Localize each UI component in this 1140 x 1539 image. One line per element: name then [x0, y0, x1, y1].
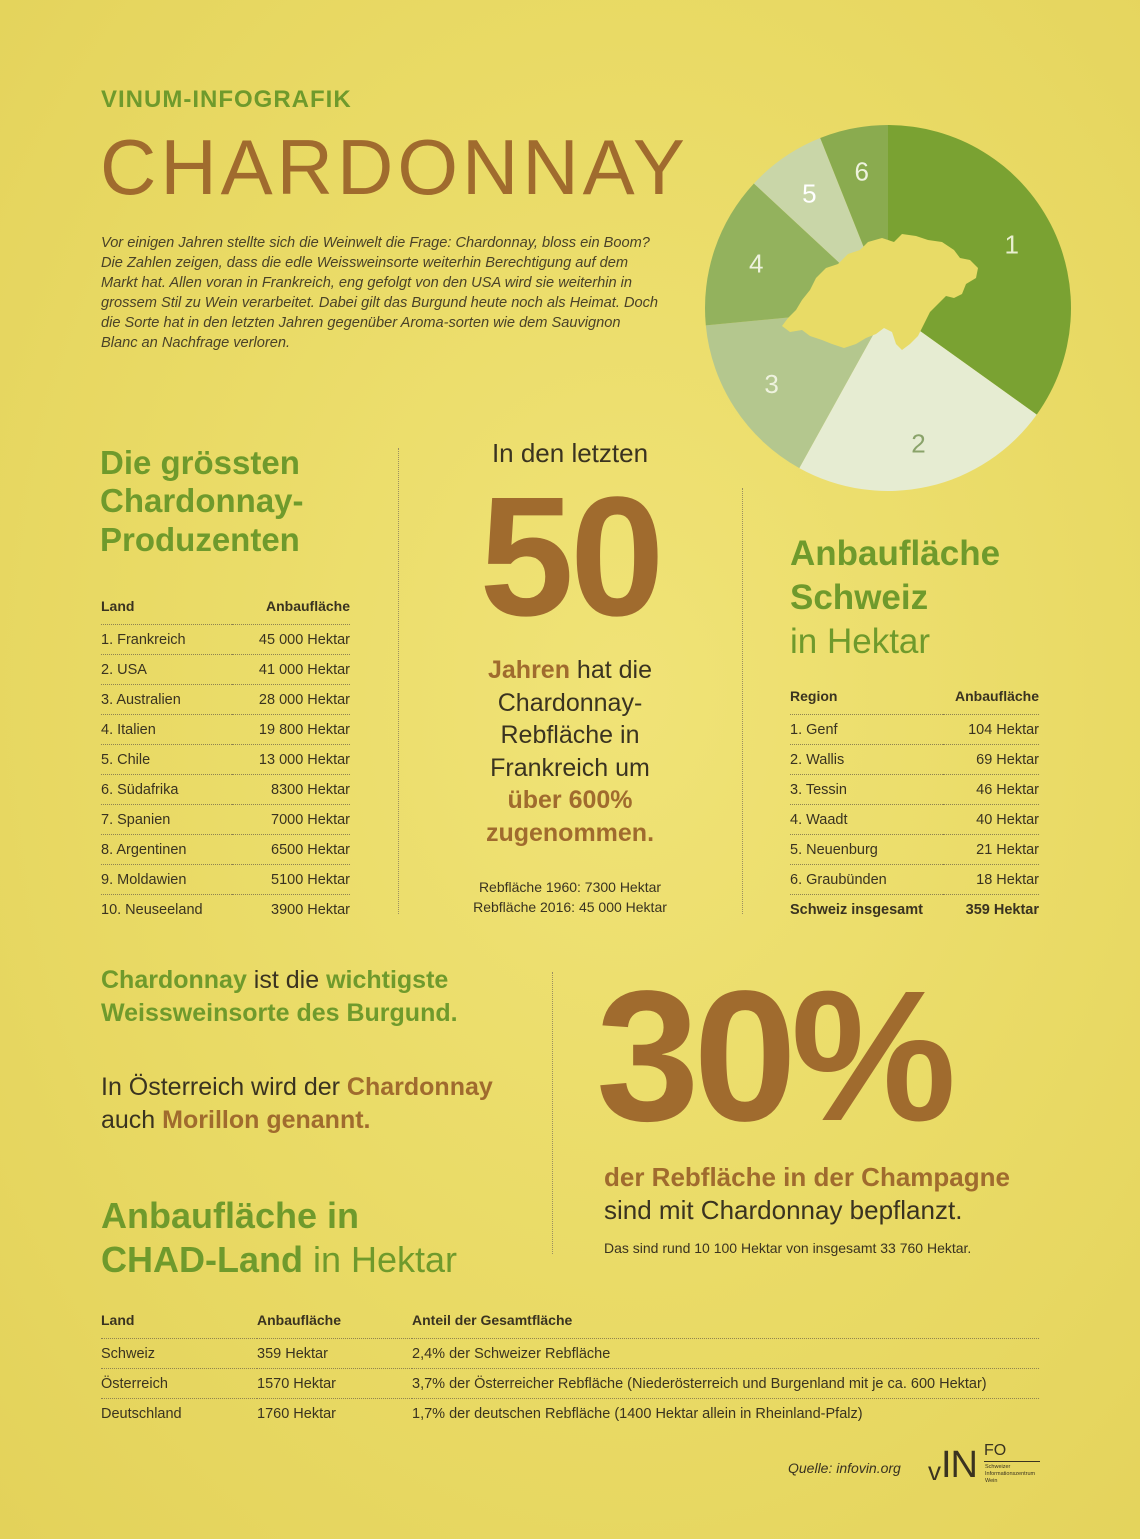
chad-heading-light: in Hektar	[302, 1239, 458, 1280]
table-row	[790, 865, 1039, 895]
producer-land: 1. Frankreich	[101, 625, 232, 655]
chad-area: 359 Hektar	[257, 1339, 412, 1369]
logo-sub-line: Informationszentrum	[985, 1471, 1036, 1477]
logo-sub-line: Schweizer	[985, 1464, 1011, 1470]
column-header-share: Anteil der Gesamtfläche	[412, 1312, 573, 1328]
producers-heading-line: Die grössten	[100, 444, 300, 481]
producer-area: 5100 Hektar	[232, 865, 350, 895]
column-header-area: Anbaufläche	[265, 598, 350, 614]
intro-text: Vor einigen Jahren stellte sich die Weinwelt die Frage: Chardonnay, bloss ein Boom? Die Zahlen zeigen, dass die edle Weissweinsorte weiterhin Berechtigung auf dem Markt hat. Allen voran in Frankreich, eng gefolgt von den USA wird sie weiterhin in grossem Stil zu Wein verarbeitet. Dabei gilt das Burgund heute noch als Heimat. Doch die Sorte hat in den letzten Jahren gegenüber Aroma-sorten wie dem Sauvignon Blanc an Nachfrage verloren.	[101, 235, 659, 351]
table-row	[790, 805, 1039, 835]
producer-area: 41 000 Hektar	[232, 655, 350, 685]
fact-highlight: Chardonnay	[346, 1073, 493, 1101]
producer-area: 13 000 Hektar	[232, 745, 350, 775]
kicker: VINUM-INFOGRAFIK	[101, 86, 352, 113]
swiss-heading-line: Anbaufläche	[790, 534, 1001, 573]
swiss-area: 40 Hektar	[943, 805, 1039, 835]
fifty-line: über 600%	[507, 786, 633, 814]
fact-text: In Österreich wird der	[101, 1073, 347, 1101]
thirty-line: der Rebfläche in der Champagne	[604, 1162, 1010, 1192]
logo-subtitle	[985, 1464, 1035, 1485]
column-header-land: Land	[101, 598, 135, 614]
producer-land: 8. Argentinen	[101, 835, 232, 865]
table-row	[101, 655, 350, 685]
chad-share: 3,7% der Österreicher Rebfläche (Niederösterreich und Burgenland mit je ca. 600 Hektar)	[412, 1369, 1039, 1399]
fact-text: auch	[101, 1106, 163, 1134]
table-row	[101, 805, 350, 835]
producer-area: 3900 Hektar	[232, 895, 350, 925]
table-row	[101, 1369, 1039, 1399]
fifty-line: Rebfläche in	[500, 721, 640, 749]
swiss-table	[790, 685, 1039, 924]
table-row	[101, 835, 350, 865]
column-header-area: Anbaufläche	[257, 1312, 342, 1328]
fact-highlight: wichtigste	[326, 966, 449, 994]
chad-land: Schweiz	[101, 1339, 257, 1369]
chad-area: 1760 Hektar	[257, 1399, 412, 1429]
column-divider	[552, 972, 553, 1254]
table-row	[790, 775, 1039, 805]
producer-area: 8300 Hektar	[232, 775, 350, 805]
thirty-line: sind mit Chardonnay bepflanzt.	[604, 1195, 963, 1225]
swiss-heading-line: in Hektar	[790, 622, 931, 661]
producer-land: 9. Moldawien	[101, 865, 232, 895]
swiss-region: 6. Graubünden	[790, 865, 943, 895]
table-row	[101, 895, 350, 925]
pie-slice-label: 5	[802, 178, 817, 209]
producers-table	[101, 595, 350, 924]
fifty-line	[400, 654, 740, 687]
morillon-fact-line	[101, 1071, 493, 1104]
pie-slice-label: 6	[854, 156, 870, 187]
chad-share: 1,7% der deutschen Rebfläche (1400 Hektar allein in Rheinland-Pfalz)	[412, 1399, 1039, 1429]
swiss-area: 21 Hektar	[943, 835, 1039, 865]
swiss-area: 46 Hektar	[943, 775, 1039, 805]
producer-area: 6500 Hektar	[232, 835, 350, 865]
table-row	[790, 835, 1039, 865]
swiss-area: 69 Hektar	[943, 745, 1039, 775]
page-title: CHARDONNAY	[100, 123, 689, 211]
column-header-land: Land	[101, 1312, 135, 1328]
producer-land: 2. USA	[101, 655, 232, 685]
fifty-line: zugenommen.	[485, 818, 655, 847]
burgund-fact	[101, 964, 458, 1030]
producers-heading	[100, 444, 304, 559]
chad-land: Österreich	[101, 1369, 257, 1399]
producer-land: 3. Australien	[101, 685, 232, 715]
column-header-region: Region	[790, 688, 838, 704]
chad-table	[101, 1309, 1039, 1428]
thirty-statement	[604, 1161, 1010, 1227]
table-row	[101, 625, 350, 655]
thirty-note: Das sind rund 10 100 Hektar von insgesamt 33 760 Hektar.	[604, 1240, 972, 1256]
pie-slice-label: 3	[764, 369, 779, 400]
fifty-line: Chardonnay-	[497, 688, 643, 717]
swiss-heading	[790, 532, 1000, 664]
swiss-heading-line: Schweiz	[790, 578, 929, 617]
producer-land: 10. Neuseeland	[101, 895, 232, 925]
swiss-region: 2. Wallis	[790, 745, 943, 775]
producer-area: 28 000 Hektar	[232, 685, 350, 715]
column-divider	[742, 488, 743, 914]
fifty-line: Frankreich um	[490, 753, 650, 782]
table-row	[790, 745, 1039, 775]
producer-area: 19 800 Hektar	[232, 715, 350, 745]
chad-heading-bold: CHAD-Land	[101, 1239, 303, 1280]
table-row	[790, 715, 1039, 745]
column-header-area: Anbaufläche	[954, 688, 1039, 704]
swiss-area: 18 Hektar	[943, 865, 1039, 895]
fact-highlight: Morillon genannt.	[162, 1106, 371, 1134]
chad-heading-line	[101, 1238, 457, 1282]
source-credit: Quelle: infovin.org	[788, 1460, 901, 1476]
fact-text: ist die	[246, 966, 327, 994]
fifty-text: hat die	[569, 656, 652, 684]
pie-slice-label: 4	[749, 248, 764, 279]
chad-area: 1570 Hektar	[257, 1369, 412, 1399]
column-divider	[398, 448, 399, 914]
producer-area: 45 000 Hektar	[232, 625, 350, 655]
fact-highlight: Chardonnay	[101, 966, 247, 994]
fifty-lead: In den letzten	[491, 438, 649, 468]
producer-land: 7. Spanien	[101, 805, 232, 835]
morillon-fact	[101, 1071, 493, 1137]
table-row	[101, 715, 350, 745]
thirty-percent-number: 30%	[596, 953, 951, 1160]
pie-slice-label: 2	[911, 428, 926, 459]
producer-area: 7000 Hektar	[232, 805, 350, 835]
chad-heading-line: Anbaufläche in	[101, 1195, 360, 1236]
table-row	[101, 775, 350, 805]
swiss-region: 5. Neuenburg	[790, 835, 943, 865]
burgund-fact-line	[101, 964, 458, 997]
swiss-total-value: 359 Hektar	[943, 895, 1039, 925]
chad-heading	[101, 1194, 457, 1282]
burgund-fact-line: Weissweinsorte des Burgund.	[101, 999, 458, 1027]
swiss-region: 1. Genf	[790, 715, 943, 745]
table-row	[101, 745, 350, 775]
table-row	[101, 1339, 1039, 1369]
swiss-total-label: Schweiz insgesamt	[790, 895, 943, 925]
fifty-number: 50	[479, 462, 661, 652]
pie-slice-label: 1	[1004, 229, 1019, 260]
producers-heading-line: Produzenten	[100, 520, 300, 558]
swiss-region: 4. Waadt	[790, 805, 943, 835]
swiss-area: 104 Hektar	[943, 715, 1039, 745]
producer-land: 6. Südafrika	[101, 775, 232, 805]
table-row	[101, 685, 350, 715]
logo-rule	[984, 1461, 1040, 1462]
logo-fo: FO	[984, 1442, 1007, 1459]
vinfo-logo	[928, 1442, 1044, 1494]
swiss-region: 3. Tessin	[790, 775, 943, 805]
producer-land: 5. Chile	[101, 745, 232, 775]
fifty-note: Rebfläche 2016: 45 000 Hektar	[473, 899, 667, 915]
logo-v: v	[928, 1456, 941, 1486]
table-row	[101, 1399, 1039, 1429]
morillon-fact-line	[101, 1104, 493, 1137]
fifty-note: Rebfläche 1960: 7300 Hektar	[478, 879, 662, 895]
chad-share: 2,4% der Schweizer Rebfläche	[412, 1339, 1039, 1369]
logo-sub-line: Wein	[985, 1478, 998, 1484]
table-row	[101, 865, 350, 895]
swiss-region-pie-chart	[698, 118, 1078, 498]
producer-land: 4. Italien	[101, 715, 232, 745]
chad-land: Deutschland	[101, 1399, 257, 1429]
fifty-highlight: Jahren	[488, 656, 570, 684]
producers-heading-line: Chardonnay-	[100, 482, 304, 520]
logo-in: IN	[941, 1444, 977, 1486]
fifty-statement	[400, 654, 740, 849]
fifty-notes	[400, 877, 740, 917]
